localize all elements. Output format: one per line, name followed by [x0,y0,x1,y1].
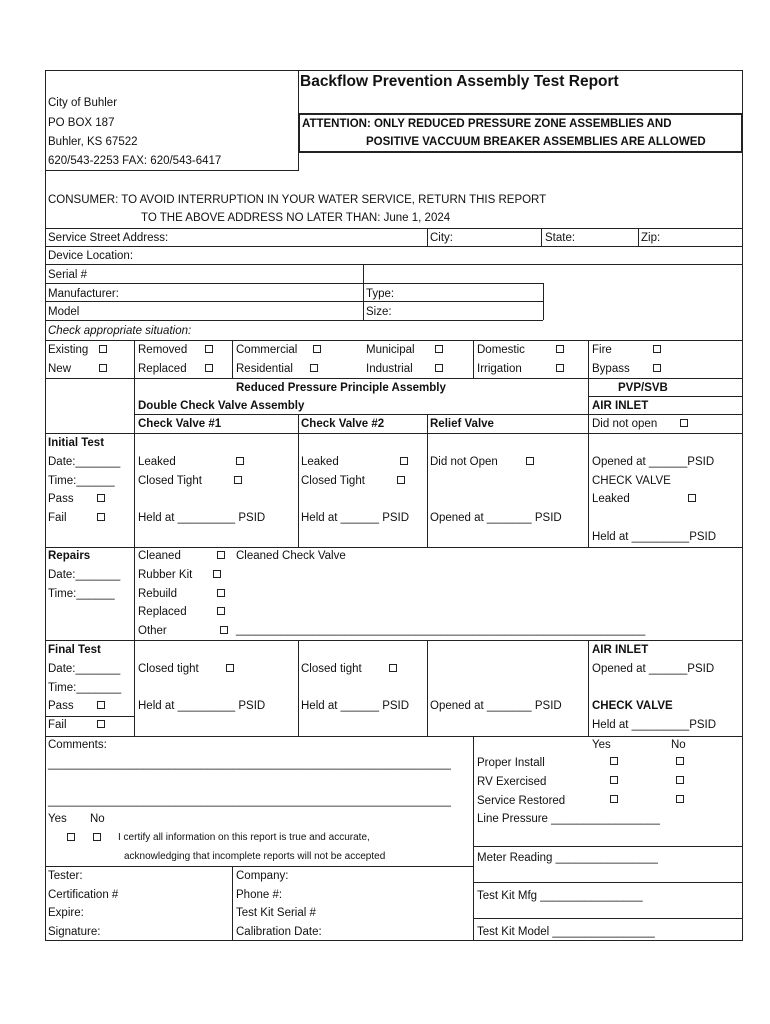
rv-exercised-no-checkbox[interactable] [676,776,684,784]
state-field[interactable]: State: [545,232,576,244]
divider [427,640,428,736]
final-cv1-closed-label: Closed tight [138,663,199,675]
final-relief-opened-field[interactable]: Opened at _______ PSID [430,700,562,712]
divider [134,414,743,415]
pvp-heading: PVP/SVB [618,382,668,394]
kit-serial-field[interactable]: Test Kit Serial # [236,907,316,919]
city-field[interactable]: City: [430,232,453,244]
service-restored-yes-checkbox[interactable] [610,795,618,803]
dcva-heading: Double Check Valve Assembly [138,400,305,412]
manufacturer-field[interactable]: Manufacturer: [48,288,119,300]
situation-label: Bypass [592,363,630,375]
cv1-closed-tight-checkbox[interactable] [234,476,242,484]
cv2-leaked-checkbox[interactable] [400,457,408,465]
divider [45,866,473,867]
cleaned-label: Cleaned [138,550,181,562]
checks-yes-header: Yes [592,739,611,751]
final-time-field[interactable]: Time:_______ [48,682,122,694]
divider [232,866,233,941]
final-pass-checkbox[interactable] [97,701,105,709]
divider [298,414,299,547]
divider [45,340,743,341]
service-restored-label: Service Restored [477,795,566,807]
final-check-valve-heading: CHECK VALVE [592,700,673,712]
final-cv2-held-field[interactable]: Held at ______ PSID [301,700,410,712]
final-cv2-closed-checkbox[interactable] [389,664,397,672]
initial-time-field[interactable]: Time:______ [48,475,115,487]
divider [588,378,589,547]
divider [134,378,135,736]
rebuild-checkbox[interactable] [217,589,225,597]
comments-line[interactable]: _______________________________________________________________ [48,758,451,770]
attention-text: ATTENTION: ONLY REDUCED PRESSURE ZONE ASSEMBLIES AND [302,118,672,130]
check-valve-1-heading: Check Valve #1 [138,418,222,430]
situation-label: Commercial [236,344,298,356]
situation-heading: Check appropriate situation: [48,325,192,337]
divider [232,340,233,378]
divider [363,264,364,320]
attention-text: POSITIVE VACCUUM BREAKER ASSEMBLIES ARE ALLOWED [366,136,706,148]
comments-yes-label: Yes [48,813,67,825]
pvp-leaked-checkbox[interactable] [688,494,696,502]
comments-line[interactable]: _______________________________________________________________ [48,795,451,807]
divider [473,340,474,378]
final-date-field[interactable]: Date:_______ [48,663,121,675]
pvp-leaked-label: Leaked [592,493,630,505]
situation-label: Municipal [366,344,415,356]
final-pvp-opened-field[interactable]: Opened at ______PSID [592,663,715,675]
divider [45,716,135,717]
other-checkbox[interactable] [220,626,228,634]
check-valve-2-heading: Check Valve #2 [301,418,385,430]
size-field[interactable]: Size: [366,306,392,318]
company-field[interactable]: Company: [236,870,289,882]
situation-label: Residential [236,363,293,375]
final-cv1-closed-checkbox[interactable] [226,664,234,672]
divider [45,547,743,548]
type-field[interactable]: Type: [366,288,395,300]
rebuild-label: Rebuild [138,588,177,600]
final-air-inlet-heading: AIR INLET [592,644,649,656]
situation-label: Removed [138,344,188,356]
initial-test-label: Initial Test [48,437,105,449]
cv1-closed-tight-label: Closed Tight [138,475,202,487]
divider [473,882,743,883]
zip-field[interactable]: Zip: [641,232,661,244]
cv1-held-field[interactable]: Held at _________ PSID [138,512,266,524]
divider [45,736,743,737]
municipal-checkbox[interactable] [435,345,443,353]
did-not-open-label: Did not open [592,418,658,430]
consumer-notice: CONSUMER: TO AVOID INTERRUPTION IN YOUR WATER SERVICE, RETURN THIS REPORT [48,194,547,206]
relief-valve-heading: Relief Valve [430,418,494,430]
pvp-held-field[interactable]: Held at _________PSID [592,531,717,543]
initial-fail-label: Fail [48,512,67,524]
divider [473,918,743,919]
replaced-checkbox[interactable] [205,364,213,372]
replaced-label: Replaced [138,606,187,618]
initial-pass-label: Pass [48,493,74,505]
divider [473,736,474,941]
situation-label: Fire [592,344,612,356]
initial-pass-checkbox[interactable] [97,494,105,502]
rv-exercised-yes-checkbox[interactable] [610,776,618,784]
comments-label: Comments: [48,739,107,751]
domestic-checkbox[interactable] [556,345,564,353]
divider [45,170,299,171]
situation-label: Replaced [138,363,187,375]
service-restored-no-checkbox[interactable] [676,795,684,803]
divider [427,414,428,547]
consumer-notice: TO THE ABOVE ADDRESS NO LATER THAN: June 1, 2024 [141,212,451,224]
line-pressure-field[interactable]: Line Pressure _________________ [477,813,660,825]
address-line: 620/543-2253 FAX: 620/543-6417 [48,155,222,167]
phone-field[interactable]: Phone #: [236,889,283,901]
relief-did-not-open-checkbox[interactable] [526,457,534,465]
initial-fail-checkbox[interactable] [97,513,105,521]
comments-no-label: No [90,813,105,825]
divider [45,246,743,247]
cleaned-check-valve-label: Cleaned Check Valve [236,550,346,562]
irrigation-checkbox[interactable] [556,364,564,372]
cv2-closed-tight-checkbox[interactable] [397,476,405,484]
divider [541,228,542,246]
service-address-field[interactable]: Service Street Address: [48,232,169,244]
kit-model-field[interactable]: Test Kit Model ________________ [477,926,655,938]
other-label: Other [138,625,167,637]
fire-checkbox[interactable] [653,345,661,353]
divider [298,640,299,736]
divider [45,320,543,321]
address-line: Buhler, KS 67522 [48,136,138,148]
certification-field[interactable]: Certification # [48,889,119,901]
final-cv2-closed-label: Closed tight [301,663,362,675]
final-test-label: Final Test [48,644,101,656]
relief-did-not-open-label: Did not Open [430,456,498,468]
existing-checkbox[interactable] [99,345,107,353]
repairs-date-field[interactable]: Date:_______ [48,569,121,581]
industrial-checkbox[interactable] [435,364,443,372]
checks-no-header: No [671,739,686,751]
pvp-check-valve-label: CHECK VALVE [592,475,671,487]
situation-label: Irrigation [477,363,522,375]
initial-date-field[interactable]: Date:_______ [48,456,121,468]
other-field[interactable]: ________________________________________________________________ [236,624,646,636]
rubber-kit-checkbox[interactable] [213,570,221,578]
cv2-leaked-label: Leaked [301,456,339,468]
cv1-leaked-checkbox[interactable] [236,457,244,465]
final-cv1-held-field[interactable]: Held at _________ PSID [138,700,266,712]
final-pass-label: Pass [48,700,74,712]
situation-label: Domestic [477,344,525,356]
commercial-checkbox[interactable] [313,345,321,353]
comments-yes-checkbox[interactable] [67,833,75,841]
divider [134,340,135,378]
residential-checkbox[interactable] [310,364,318,372]
calibration-field[interactable]: Calibration Date: [236,926,322,938]
situation-label: Existing [48,344,89,356]
air-inlet-did-not-open-checkbox[interactable] [680,419,688,427]
final-fail-label: Fail [48,719,67,731]
relief-opened-field[interactable]: Opened at _______ PSID [430,512,562,524]
divider [45,283,543,284]
divider [45,433,743,434]
bypass-checkbox[interactable] [653,364,661,372]
signature-field[interactable]: Signature: [48,926,101,938]
removed-checkbox[interactable] [205,345,213,353]
divider [588,640,589,736]
new-checkbox[interactable] [99,364,107,372]
divider [45,264,743,265]
divider [588,340,589,378]
proper-install-label: Proper Install [477,757,545,769]
device-location-field[interactable]: Device Location: [48,250,134,262]
divider [45,640,743,641]
cv1-leaked-label: Leaked [138,456,176,468]
certify-text: I certify all information on this report is true and accurate, [118,832,370,843]
certify-text: acknowledging that incomplete reports will not be accepted [124,851,386,862]
tester-field[interactable]: Tester: [48,870,83,882]
divider [588,396,743,397]
divider [45,378,743,379]
final-fail-checkbox[interactable] [97,720,105,728]
serial-field[interactable]: Serial # [48,269,87,281]
model-field[interactable]: Model [48,306,80,318]
pvp-opened-field[interactable]: Opened at ______PSID [592,456,715,468]
repairs-label: Repairs [48,550,91,562]
situation-label: Industrial [366,363,413,375]
divider [473,846,743,847]
rpa-heading: Reduced Pressure Principle Assembly [236,382,446,394]
repairs-replaced-checkbox[interactable] [217,607,225,615]
rubber-kit-label: Rubber Kit [138,569,193,581]
repairs-time-field[interactable]: Time:______ [48,588,115,600]
cv2-closed-tight-label: Closed Tight [301,475,365,487]
air-inlet-heading: AIR INLET [592,400,649,412]
expire-field[interactable]: Expire: [48,907,84,919]
situation-label: New [48,363,72,375]
kit-mfg-field[interactable]: Test Kit Mfg ________________ [477,890,643,902]
address-line: PO BOX 187 [48,117,115,129]
divider [427,228,428,246]
divider [543,283,544,320]
divider [638,228,639,246]
meter-reading-field[interactable]: Meter Reading ________________ [477,852,658,864]
page-title: Backflow Prevention Assembly Test Report [300,73,619,90]
cleaned-checkbox[interactable] [217,551,225,559]
proper-install-yes-checkbox[interactable] [610,757,618,765]
proper-install-no-checkbox[interactable] [676,757,684,765]
divider [45,301,543,302]
comments-no-checkbox[interactable] [93,833,101,841]
rv-exercised-label: RV Exercised [477,776,547,788]
final-pvp-held-field[interactable]: Held at _________PSID [592,719,717,731]
address-line: City of Buhler [48,97,118,109]
cv2-held-field[interactable]: Held at ______ PSID [301,512,410,524]
